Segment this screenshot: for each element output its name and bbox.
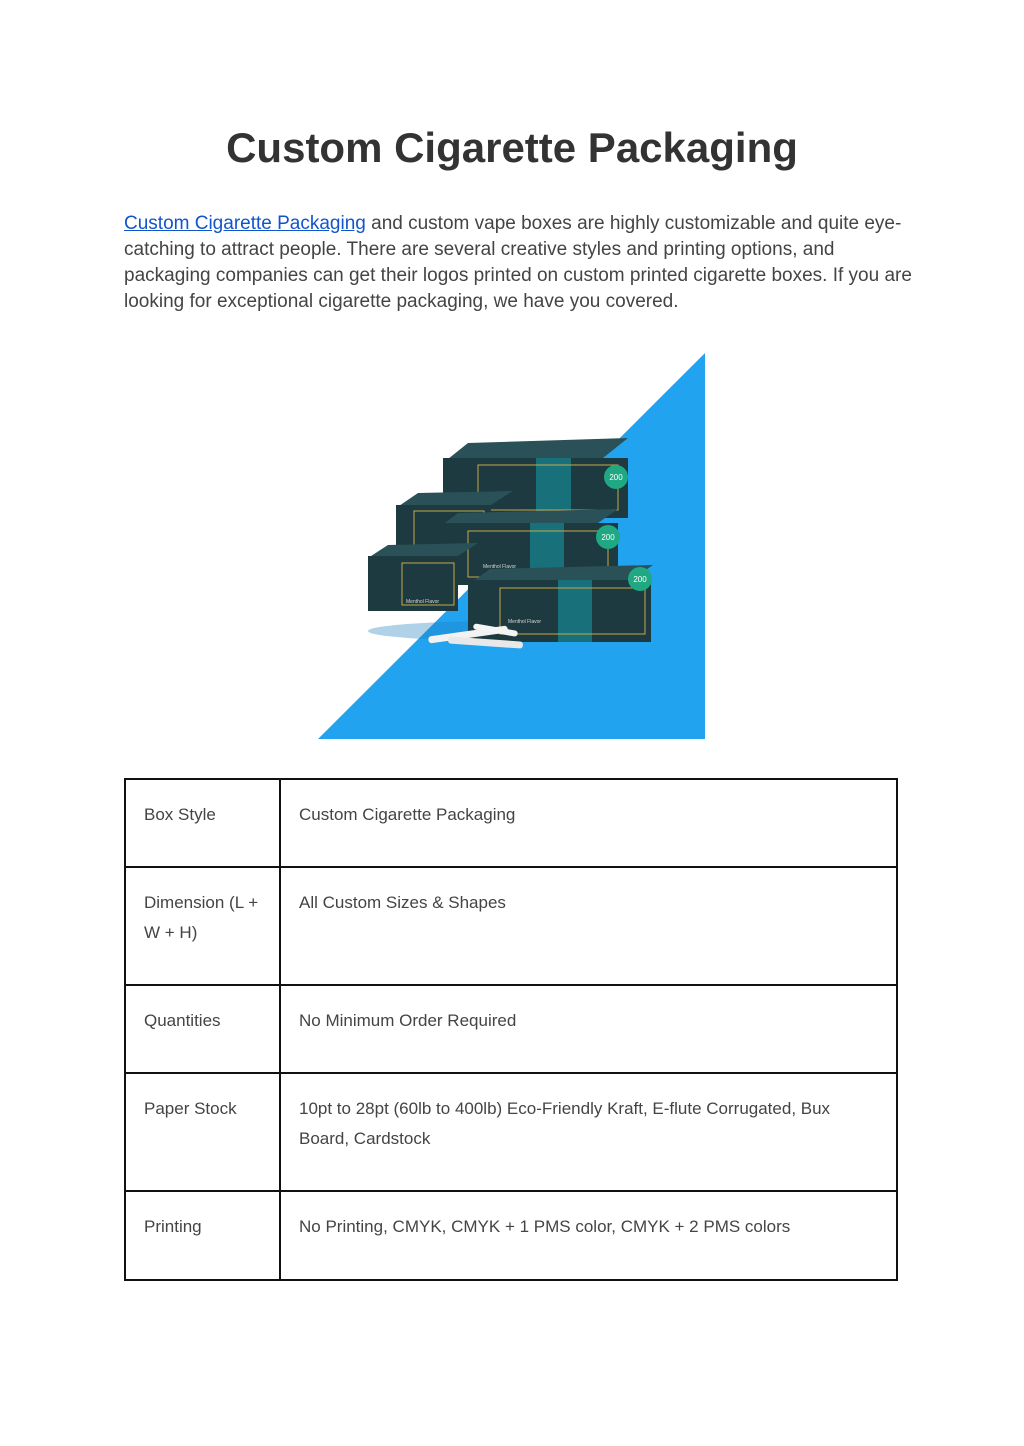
spec-table <box>124 778 898 1281</box>
box-label: Menthol Flavor <box>508 619 542 625</box>
intro-text: and custom vape boxes are highly customizable and quite eye-catching to attract people. There are several creative styles and printing options, and packaging companies can get their logos printed on custom printed cigarette boxes. If you are looking for exceptional cigarette packaging, we have you covered. <box>124 213 912 312</box>
cigarette-boxes-image <box>318 353 705 739</box>
box-label: Menthol Flavor <box>406 599 440 605</box>
table-row <box>125 867 897 985</box>
spec-label: Dimension (L + W + H) <box>125 867 280 985</box>
intro-paragraph <box>124 211 914 315</box>
spec-label: Quantities <box>125 985 280 1073</box>
intro-link[interactable]: Custom Cigarette Packaging <box>124 213 366 234</box>
spec-value: No Printing, CMYK, CMYK + 1 PMS color, CMYK + 2 PMS colors <box>280 1191 897 1280</box>
spec-label: Box Style <box>125 779 280 867</box>
spec-label: Printing <box>125 1191 280 1280</box>
spec-value: All Custom Sizes & Shapes <box>280 867 897 985</box>
box-badge: 200 <box>633 575 647 584</box>
spec-value: 10pt to 28pt (60lb to 400lb) Eco-Friendly Kraft, E-flute Corrugated, Bux Board, Cardstock <box>280 1073 897 1191</box>
spec-label: Paper Stock <box>125 1073 280 1191</box>
table-row <box>125 985 897 1073</box>
table-row <box>125 779 897 867</box>
box-badge: 200 <box>601 533 615 542</box>
table-row <box>125 1191 897 1280</box>
spec-value: Custom Cigarette Packaging <box>280 779 897 867</box>
page-title: Custom Cigarette Packaging <box>226 124 798 171</box>
table-row <box>125 1073 897 1191</box>
box-label: Menthol Flavor <box>483 564 517 570</box>
box-badge: 200 <box>609 473 623 482</box>
spec-value: No Minimum Order Required <box>280 985 897 1073</box>
